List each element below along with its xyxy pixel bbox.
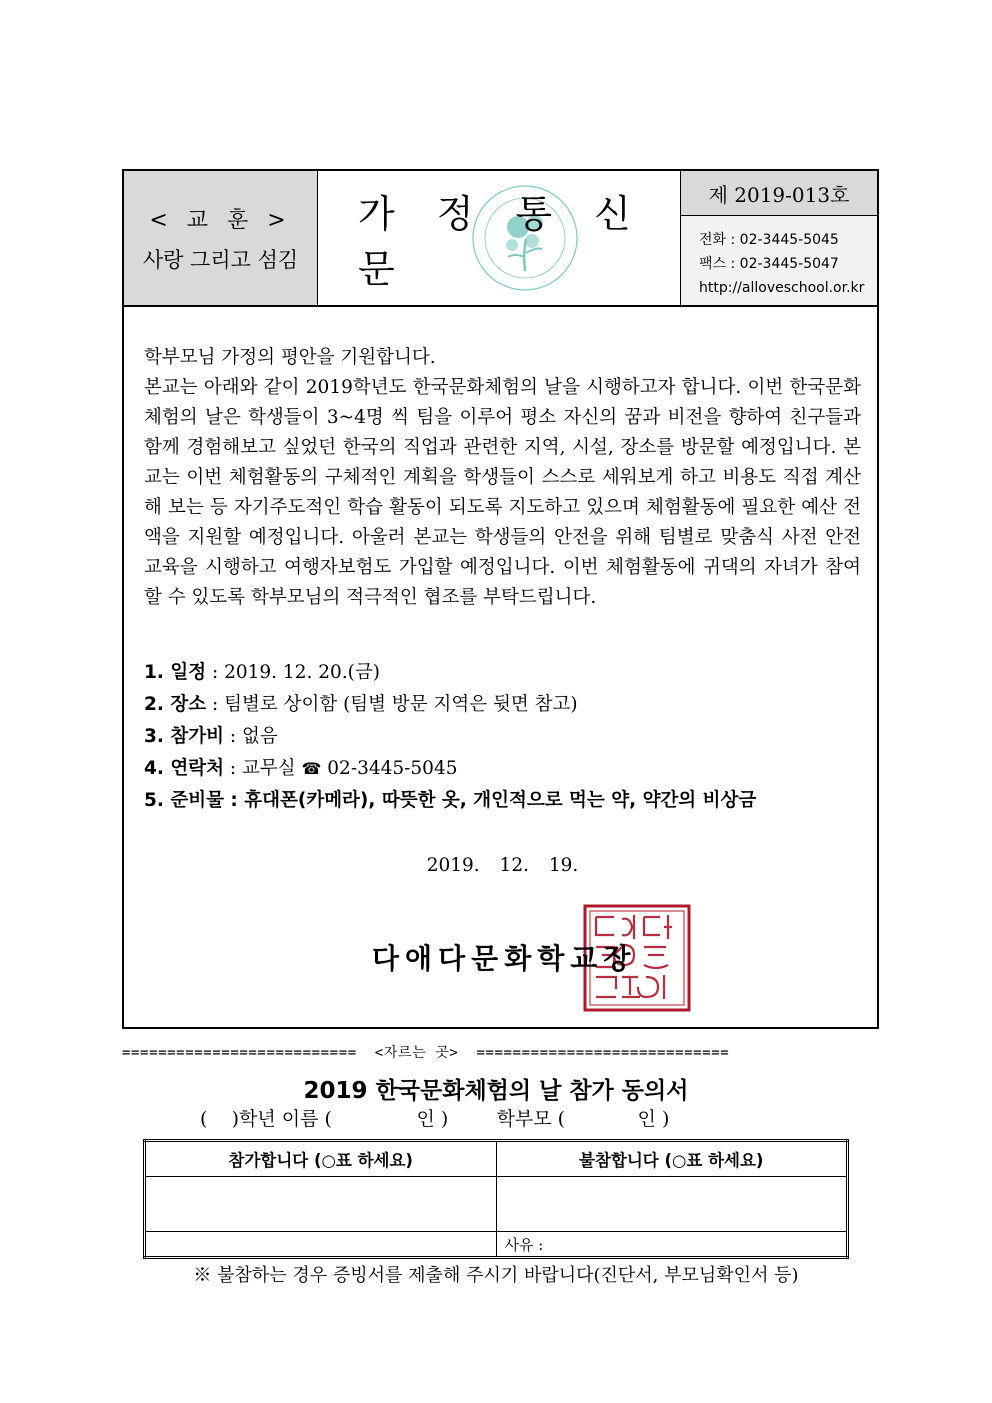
list-item [144, 657, 861, 689]
item-value-phone: 02-3445-5045 [321, 758, 458, 779]
item-value: : 교무실 [223, 758, 302, 779]
newsletter-header [122, 169, 879, 307]
issue-date: 2019. 12. 19. [426, 855, 579, 876]
letter-paragraph [144, 343, 861, 613]
item-value: : 2019. 12. 20.(금) [206, 662, 380, 683]
item-value: : 휴대폰(카메라), 따뜻한 옷, 개인적으로 먹는 약, 약간의 비상금 [223, 790, 757, 811]
list-item [144, 689, 861, 721]
fax-number: 팩스 : 02-3445-5047 [699, 256, 839, 272]
cut-line: ========================== <자르는 곳> ============================ [122, 1045, 730, 1061]
reason-label: 사유 : [504, 1235, 544, 1254]
absent-mark-cell[interactable] [496, 1177, 848, 1232]
item-label: 5. 준비물 [144, 790, 224, 811]
contact-info [681, 216, 877, 305]
issue-number: 제 2019-013호 [681, 171, 877, 216]
item-label: 2. 장소 [144, 694, 207, 715]
tel-number: 전화 : 02-3445-5045 [699, 232, 839, 248]
list-item [144, 721, 861, 753]
absence-note: ※ 불참하는 경우 증빙서를 제출해 주시기 바랍니다(진단서, 부모님확인서 등) [193, 1265, 799, 1286]
main-paragraph: 본교는 아래와 같이 2019학년도 한국문화체험의 날을 시행하고자 합니다. 이번 한국문화체험의 날은 학생들이 3~4명 씩 팀을 이루어 평소 자신의 꿈과 비전을 향하여 친구들과 함께 경험해보고 싶었던 한국의 직업과 관련한 지역, 시설, 장소를 방문할 예정입니다. 본교는 이번 체험활동의 구체적인 계획을 학생들이 스스로 세워보게 하고 비용도 직접 계산해 보는 등 자기주도적인 학습 활동이 되도록 지도하고 있으며 체험활동에 필요한 예산 전액을 지원할 예정입니다. 아울러 본교는 학생들의 안전을 위해 팀별로 맞춤식 사전 안전 교육을 시행하고 여행자보험도 가입할 예정입니다. 이번 체험활동에 귀댁의 자녀가 참여할 수 있도록 학부모님의 적극적인 협조를 부탁드립니다. [144, 377, 861, 608]
reason-cell[interactable] [496, 1232, 848, 1258]
attend-column-header: 참가합니다 (○표 하세요) [145, 1141, 497, 1177]
list-item [144, 785, 861, 817]
signature-line[interactable]: ( )학년 이름 ( 인 ) 학부모 ( 인 ) [200, 1108, 670, 1130]
title-box [318, 171, 681, 305]
form-title: 2019 한국문화체험의 날 참가 동의서 [303, 1078, 689, 1104]
details-list [144, 657, 861, 817]
attend-mark-cell[interactable] [145, 1177, 497, 1232]
phone-icon: ☎ [301, 759, 322, 778]
list-item [144, 753, 861, 785]
consent-table [143, 1139, 849, 1259]
school-motto [124, 171, 318, 305]
greeting: 학부모님 가정의 평안을 기원합니다. [144, 347, 436, 368]
website-link[interactable]: http://alloveschool.or.kr [699, 280, 865, 296]
school-principal-name: 다애다문화학교장 [372, 942, 637, 975]
empty-cell [145, 1232, 497, 1258]
motto-text: 사랑 그리고 섬김 [142, 247, 299, 272]
issue-info [681, 171, 877, 305]
item-label: 1. 일정 [144, 662, 207, 683]
letter-body [122, 307, 879, 1029]
item-value: : 없음 [223, 726, 278, 747]
motto-title: < 교 훈 > [149, 207, 292, 233]
page-title: 가정통신문 [358, 192, 673, 291]
item-label: 4. 연락처 [144, 758, 224, 779]
item-label: 3. 참가비 [144, 726, 224, 747]
absent-column-header: 불참합니다 (○표 하세요) [496, 1141, 848, 1177]
item-value: : 팀별로 상이함 (팀별 방문 지역은 뒷면 참고) [206, 694, 578, 715]
